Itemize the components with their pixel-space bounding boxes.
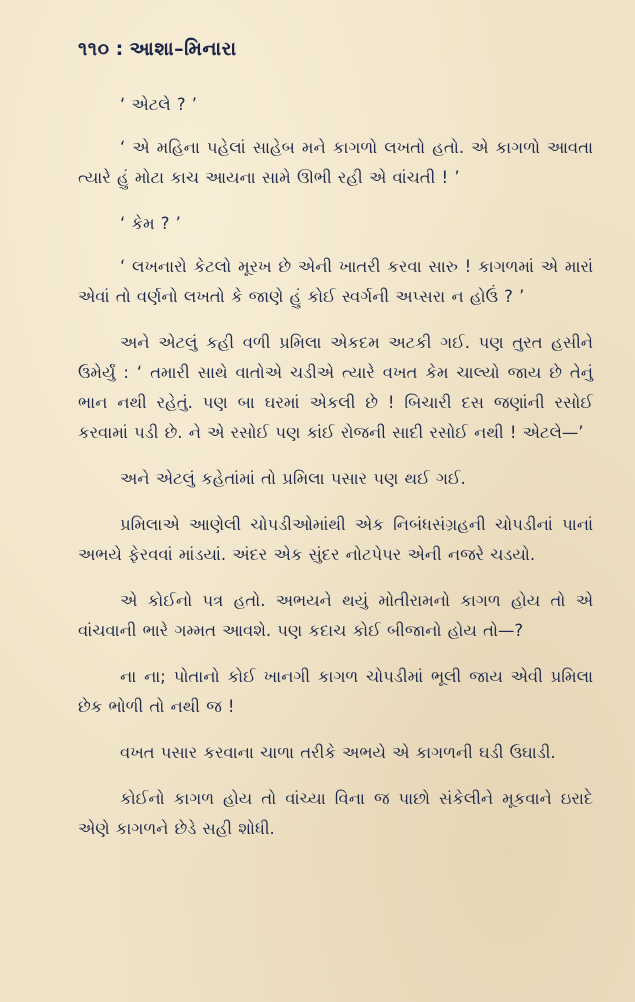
paragraph: અને એટલું કહી વળી પ્રમિલા એકદમ અટકી ગઈ. પણ તુરત હસીને ઉમેર્યું : ‘ તમારી સાથે વાતોએ ચડીએ ત્યારે વખત કેમ ચાલ્યો જાય છે તેનું ભાન નથી રહેતું. પણ બા ઘરમાં એકલી છે ! બિચારી દસ જણાંની રસોઈ કરવામાં પડી છે. ને એ રસોઈ પણ કાંઈ રોજની સાદી રસોઈ નથી ! એટલે—’ <box>78 333 593 442</box>
paragraph: કોઈનો કાગળ હોય તો વાંચ્યા વિના જ પાછો સંકેલીને મૂકવાને ઇરાદે એણે કાગળને છેડે સહી શોધી. <box>78 789 593 838</box>
page-body <box>78 90 593 860</box>
paragraph: ના ના; પોતાનો કોઈ ખાનગી કાગળ ચોપડીમાં ભૂલી જાય એવી પ્રમિલા છેક ભોળી તો નથી જ ! <box>78 667 593 716</box>
paragraph: ‘ એ મહિના પહેલાં સાહેબ મને કાગળો લખતો હતો. એ કાગળો આવતા ત્યારે હું મોટા કાચ આયના સામે ઊભી રહી એ વાંચતી ! ’ <box>78 138 593 187</box>
header-separator: : <box>115 38 124 60</box>
paragraph: એ કોઈનો પત્ર હતો. અભયને થયું મોતીરામનો કાગળ હોય તો એ વાંચવાની ભારે ગમ્મત આવશે. પણ કદાચ કોઈ બીજાનો હોય તો—? <box>78 591 593 640</box>
paragraph: અને એટલું કહેતાંમાં તો પ્રમિલા પસાર પણ થઈ ગઈ. <box>120 469 466 488</box>
book-title: આશા–મિનારા <box>129 38 237 60</box>
paragraph: ‘ લખનારો કેટલો મૂરખ છે એની ખાતરી કરવા સારુ ! કાગળમાં એ મારાં એવાં તો વર્ણનો લખતો કે જાણે હું કોઈ સ્વર્ગની અપ્સરા ન હોઉં ? ’ <box>78 257 593 306</box>
paragraph: વખત પસાર કરવાના ચાળા તરીકે અભયે એ કાગળની ઘડી ઉઘાડી. <box>120 743 556 762</box>
paragraph: પ્રમિલાએ આણેલી ચોપડીઓમાંથી એક નિબંધસંગ્રહની ચોપડીનાં પાનાં અભયે ફેરવવાં માંડયાં. અંદર એક સુંદર નોટપેપર એની નજરે ચડયો. <box>78 515 593 564</box>
paragraph: ‘ કેમ ? ’ <box>120 214 181 233</box>
paragraph: ‘ એટલે ? ’ <box>120 95 197 114</box>
running-header <box>78 38 237 60</box>
page-number: ૧૧૦ <box>78 38 110 60</box>
